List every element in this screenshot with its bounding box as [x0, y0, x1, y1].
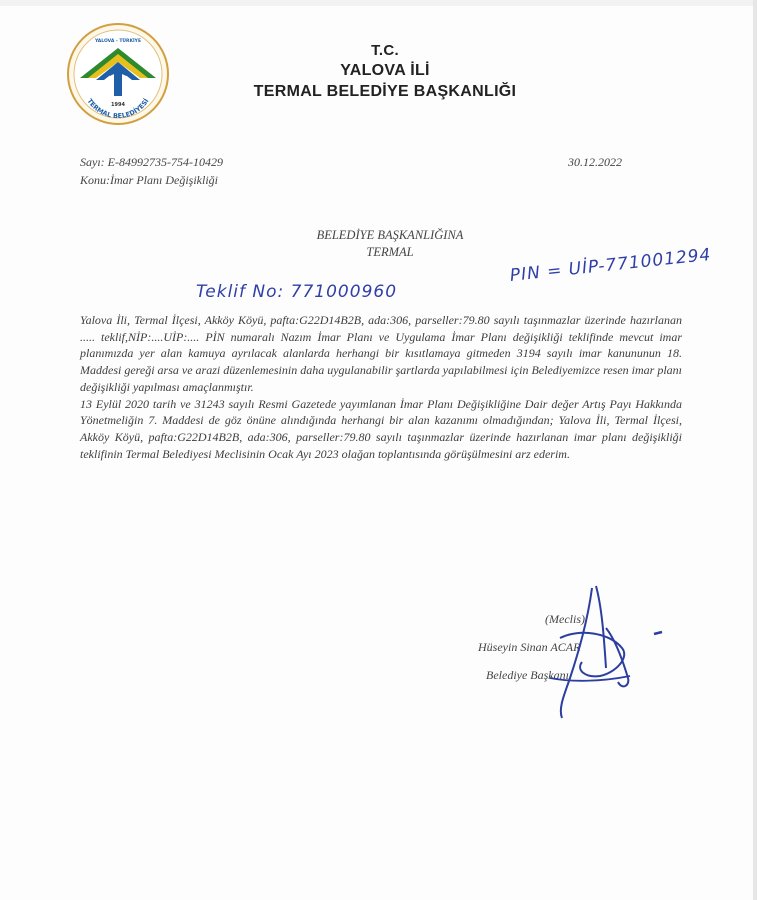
body-paragraph-2: 13 Eylül 2020 tarih ve 31243 sayılı Resmi Gazetede yayımlanan İmar Planı Değişikliğine Dair değer Artış Payı Hakkında Yönetmeliğin 7. Maddesi de göz önüne alındığında herhangi bir alan kazanımı olmadığından; Yalova İli, Termal İlçesi, Akköy Köyü, pafta:G22D14B2B, ada:306, parseller:79.80 sayılı taşınmazlar üzerinde hazırlanan imar planı değişikliği teklifinin Termal Belediyesi Meclisinin Ocak Ayı 2023 olağan toplantısında görüşülmesini arz ederim. — [80, 396, 682, 461]
municipality-logo — [66, 22, 170, 126]
header-tc: T.C. — [371, 42, 399, 59]
signatory-title: Belediye Başkanı — [486, 668, 569, 682]
handwritten-teklif-no: Teklif No: 771000960 — [196, 282, 398, 302]
header-institution: TERMAL BELEDİYE BAŞKANLIĞI — [253, 83, 517, 100]
logo-year: 1994 — [111, 102, 125, 108]
letter-body — [80, 312, 682, 462]
addressee-title: BELEDİYE BAŞKANLIĞINA — [316, 228, 464, 242]
document-date: 30.12.2022 — [568, 155, 622, 169]
addressee-city: TERMAL — [366, 245, 414, 259]
header-province: YALOVA İLİ — [340, 62, 430, 79]
scan-edge-right — [753, 0, 757, 900]
body-paragraph-1: Yalova İli, Termal İlçesi, Akköy Köyü, pafta:G22D14B2B, ada:306, parseller:79.80 sayılı taşınmazlar üzerinde hazırlanan ..... teklif,NİP:....UİP:.... PİN numaralı Nazım İmar Planı ve Uygulama İmar Planı değişikliği teklifinde mevcut imar planımızda yer alan kamuya ayrılacak alanlarda herhangi bir kısıtlamaya gitmeden 3194 sayılı imar kanununun 18. Maddesi gereği arsa ve arazi düzenlemesinin daha uygulanabilir şartlarda yapılabilmesi için Belediyemizce resen imar planı değişikliği yapılması amaçlanmıştır. — [80, 313, 682, 394]
handwritten-pin: PIN = UİP-771001294 — [508, 244, 713, 286]
signature-role-top: (Meclis) — [545, 612, 585, 626]
logo-top-text: YALOVA - TÜRKİYE — [94, 39, 142, 44]
document-number: Sayı: E-84992735-754-10429 — [80, 155, 223, 169]
scan-edge-top — [0, 0, 757, 6]
document-subject: Konu:İmar Planı Değişikliği — [80, 173, 218, 187]
signatory-name: Hüseyin Sinan ACAR — [478, 640, 581, 654]
handwritten-signature — [510, 578, 680, 728]
logo-arc-text: TERMAL BELEDİYESİ — [85, 97, 151, 121]
